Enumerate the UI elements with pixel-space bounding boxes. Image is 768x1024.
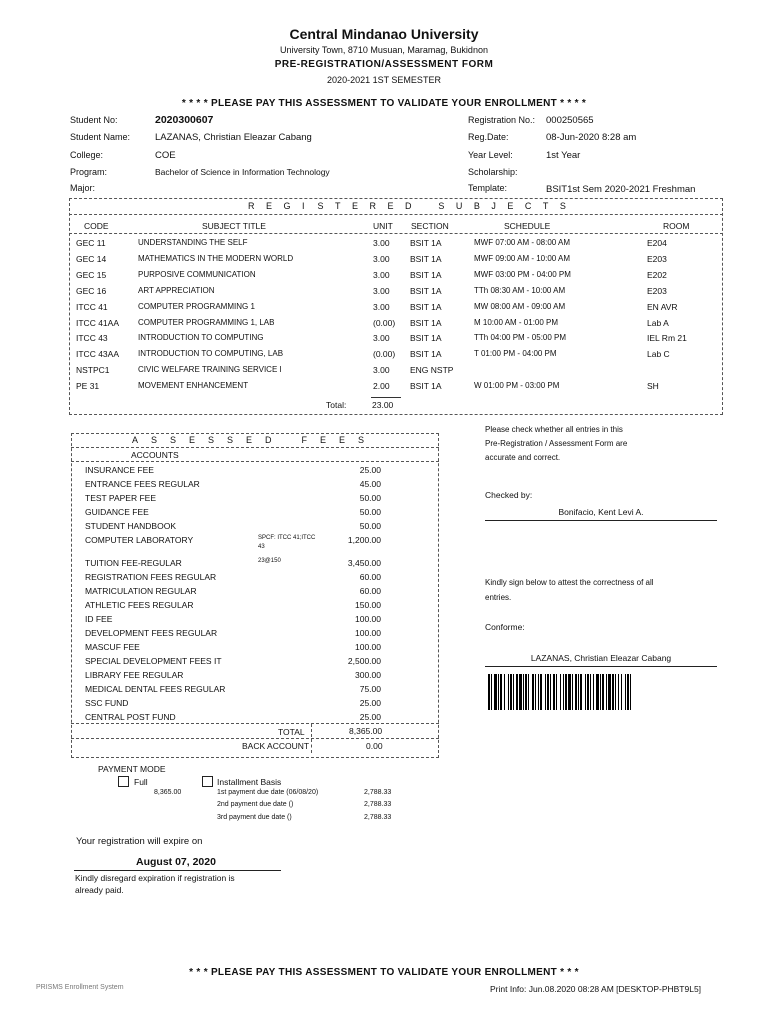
conforme-label: Conforme: — [485, 622, 525, 632]
total-cell-left — [311, 724, 312, 737]
full-payment-checkbox[interactable] — [118, 776, 129, 787]
fee-name: MASCUF FEE — [85, 642, 140, 652]
installment-1-amount: 2,788.33 — [364, 789, 392, 796]
fee-name: STUDENT HANDBOOK — [85, 521, 176, 531]
subject-schedule: TTh 04:00 PM - 05:00 PM — [474, 333, 567, 343]
fee-amount: 1,200.00 — [347, 535, 381, 545]
payment-mode-label: PAYMENT MODE — [98, 764, 166, 774]
fee-name: TUITION FEE-REGULAR — [85, 558, 182, 568]
subject-code: GEC 16 — [76, 285, 107, 296]
subject-room: E202 — [647, 269, 667, 280]
subj-letter: E — [387, 201, 394, 211]
checked-by-name: Bonifacio, Kent Levi A. — [558, 507, 644, 517]
subj-letter: B — [473, 201, 480, 211]
subject-section: BSIT 1A — [410, 381, 442, 392]
fee-letter: S — [357, 435, 364, 445]
fee-amount: 100.00 — [355, 642, 381, 652]
major-label: Major: — [70, 183, 96, 193]
student-name-label: Student Name: — [70, 132, 131, 142]
subject-code: PE 31 — [76, 381, 100, 392]
subject-room: E203 — [647, 253, 667, 264]
fee-amount: 100.00 — [355, 614, 381, 624]
fee-letter: E — [246, 435, 253, 445]
fee-amount: 2,500.00 — [347, 656, 381, 666]
col-header-code: CODE — [84, 221, 109, 231]
subject-title: COMPUTER PROGRAMMING 1 — [138, 301, 255, 311]
subject-unit: 3.00 — [373, 269, 390, 280]
fee-letter: E — [189, 435, 196, 445]
fee-amount: 50.00 — [359, 521, 381, 531]
subject-title: INTRODUCTION TO COMPUTING, LAB — [138, 349, 284, 359]
fee-note: SPCF: ITCC 41;ITCC 43 — [258, 535, 316, 550]
subject-schedule: MWF 09:00 AM - 10:00 AM — [474, 253, 571, 263]
fee-amount: 75.00 — [359, 684, 381, 694]
fee-letter: D — [265, 435, 272, 445]
col-header-title: SUBJECT TITLE — [202, 221, 266, 231]
fee-name: ID FEE — [85, 614, 113, 624]
fee-amount: 25.00 — [359, 465, 381, 475]
program: Bachelor of Science in Information Technology — [155, 167, 330, 177]
subject-section: BSIT 1A — [410, 238, 442, 248]
subject-title: PURPOSIVE COMMUNICATION — [138, 269, 256, 279]
installment-2-label: 2nd payment due date () — [217, 801, 294, 808]
units-total-label: Total: — [326, 400, 347, 410]
fees-total-label: TOTAL — [278, 727, 305, 737]
subject-code: ITCC 41 — [76, 301, 108, 312]
registered-subjects-banner — [248, 201, 566, 211]
subject-unit: 3.00 — [373, 333, 390, 344]
subject-schedule: T 01:00 PM - 04:00 PM — [474, 349, 557, 359]
subject-unit: 3.00 — [373, 365, 390, 376]
barcode — [488, 674, 715, 710]
subject-room: Lab A — [647, 317, 669, 328]
banner-divider — [69, 214, 723, 215]
conforme-rule — [485, 666, 717, 667]
subj-letter — [423, 201, 427, 211]
back-cell-left — [311, 739, 312, 753]
subject-code: ITCC 43 — [76, 333, 108, 344]
subject-schedule: W 01:00 PM - 03:00 PM — [474, 381, 560, 391]
subject-schedule: MWF 07:00 AM - 08:00 AM — [474, 238, 571, 247]
subject-unit: 3.00 — [373, 301, 390, 312]
student-name: LAZANAS, Christian Eleazar Cabang — [155, 132, 312, 143]
subject-room: E203 — [647, 285, 667, 296]
expiry-note-line1: Kindly disregard expiration if registration is — [75, 873, 235, 883]
fee-letter: A — [132, 435, 139, 445]
fee-amount: 25.00 — [359, 698, 381, 708]
fees-total: 8,365.00 — [349, 726, 383, 736]
fee-amount: 50.00 — [359, 507, 381, 517]
units-total: 23.00 — [372, 400, 394, 410]
back-account-label: BACK ACCOUNT — [242, 741, 310, 751]
subj-letter: I — [301, 201, 305, 211]
fee-name: TEST PAPER FEE — [85, 493, 157, 503]
subject-unit: (0.00) — [373, 317, 396, 328]
subject-code: GEC 14 — [76, 253, 107, 264]
fee-name: SSC FUND — [85, 698, 129, 708]
subj-letter: S — [317, 201, 324, 211]
subj-letter: J — [491, 201, 496, 211]
expiry-rule — [74, 870, 281, 871]
subject-title: MATHEMATICS IN THE MODERN WORLD — [138, 253, 294, 263]
subject-schedule: TTh 08:30 AM - 10:00 AM — [474, 285, 566, 295]
installment-1-label: 1st payment due date (06/08/20) — [217, 789, 319, 796]
subj-letter: G — [283, 201, 291, 211]
registration-no-label: Registration No.: — [468, 115, 536, 125]
subject-section: ENG NSTP — [410, 365, 454, 376]
subject-title: ART APPRECIATION — [138, 285, 215, 295]
print-info: Print Info: Jun.08.2020 08:28 AM [DESKTOP-PHBT9L5] — [490, 984, 702, 994]
checked-by-label: Checked by: — [485, 490, 533, 500]
fee-name: DEVELOPMENT FEES REGULAR — [85, 628, 218, 638]
subject-code: ITCC 41AA — [76, 317, 119, 328]
student-no-label: Student No: — [70, 115, 118, 125]
subject-section: BSIT 1A — [410, 349, 442, 360]
reg-date: 08-Jun-2020 8:28 am — [546, 132, 637, 143]
program-label: Program: — [70, 167, 108, 177]
fee-letter — [284, 435, 288, 445]
subject-schedule: MW 08:00 AM - 09:00 AM — [474, 301, 566, 311]
fee-name: GUIDANCE FEE — [85, 507, 149, 517]
subj-letter: S — [559, 201, 566, 211]
full-payment-amount: 8,365.00 — [154, 789, 182, 796]
year-level-label: Year Level: — [468, 150, 513, 160]
year-level: 1st Year — [546, 150, 581, 161]
checked-by-rule — [485, 520, 717, 521]
subject-room: Lab C — [647, 349, 670, 360]
accounts-label: ACCOUNTS — [131, 450, 179, 460]
back-account: 0.00 — [366, 741, 383, 751]
fee-name: MATRICULATION REGULAR — [85, 586, 197, 596]
subject-section: BSIT 1A — [410, 301, 442, 312]
fee-letter: S — [208, 435, 215, 445]
subj-letter: T — [542, 201, 549, 211]
fee-name: CENTRAL POST FUND — [85, 712, 176, 722]
sign-note-line2: entries. — [485, 593, 512, 602]
check-note-line2: Pre-Registration / Assessment Form are — [485, 439, 628, 448]
check-note-line1: Please check whether all entries in this — [485, 425, 623, 434]
fee-note: 23@150 — [258, 558, 281, 564]
subject-title: UNDERSTANDING THE SELF — [138, 238, 248, 247]
subject-section: BSIT 1A — [410, 333, 442, 344]
fee-name: ENTRANCE FEES REGULAR — [85, 479, 200, 489]
system-name: PRISMS Enrollment System — [36, 984, 124, 991]
conforme-name: LAZANAS, Christian Eleazar Cabang — [530, 653, 672, 663]
registration-no: 000250565 — [546, 115, 594, 126]
student-no: 2020300607 — [155, 114, 214, 126]
fee-name: INSURANCE FEE — [85, 465, 154, 475]
fee-amount: 25.00 — [359, 712, 381, 722]
reg-date-label: Reg.Date: — [468, 132, 509, 142]
subject-room: E204 — [647, 238, 667, 248]
fee-amount: 150.00 — [355, 600, 381, 610]
fee-letter: S — [227, 435, 234, 445]
subj-letter: E — [265, 201, 272, 211]
col-header-schedule: SCHEDULE — [504, 221, 551, 231]
installment-checkbox[interactable] — [202, 776, 213, 787]
payment-warning-top: * * * * PLEASE PAY THIS ASSESSMENT TO VALIDATE YOUR ENROLLMENT * * * * — [181, 98, 587, 109]
university-name: Central Mindanao University — [289, 26, 479, 42]
college: COE — [155, 150, 176, 161]
fee-name: MEDICAL DENTAL FEES REGULAR — [85, 684, 226, 694]
payment-warning-bottom: * * * PLEASE PAY THIS ASSESSMENT TO VALIDATE YOUR ENROLLMENT * * * — [189, 967, 579, 978]
subj-letter: T — [334, 201, 341, 211]
scholarship-label: Scholarship: — [468, 167, 518, 177]
subj-letter: R — [369, 201, 376, 211]
subject-title: MOVEMENT ENHANCEMENT — [138, 381, 249, 391]
subject-code: ITCC 43AA — [76, 349, 119, 360]
expiry-note-line2: already paid. — [75, 885, 124, 895]
subject-title: INTRODUCTION TO COMPUTING — [138, 333, 264, 343]
fee-amount: 3,450.00 — [347, 558, 381, 568]
header-divider — [69, 233, 723, 234]
fee-amount: 60.00 — [359, 586, 381, 596]
fee-letter: E — [319, 435, 326, 445]
subject-schedule: MWF 03:00 PM - 04:00 PM — [474, 269, 571, 279]
installment-3-label: 3rd payment due date () — [217, 814, 292, 821]
fee-name: REGISTRATION FEES REGULAR — [85, 572, 217, 582]
subject-room: IEL Rm 21 — [647, 333, 687, 344]
col-header-section: SECTION — [411, 221, 449, 231]
assessed-fees-banner — [132, 435, 364, 445]
expiry-date: August 07, 2020 — [136, 856, 216, 868]
subject-room: EN AVR — [647, 301, 678, 312]
installment-3-amount: 2,788.33 — [364, 814, 392, 821]
fee-letter: S — [170, 435, 177, 445]
fee-letter: E — [338, 435, 345, 445]
fees-banner-divider — [71, 447, 439, 448]
fee-name: COMPUTER LABORATORY — [85, 535, 194, 545]
subj-letter: E — [507, 201, 514, 211]
subject-unit: 3.00 — [373, 285, 390, 296]
subj-letter: S — [438, 201, 445, 211]
template-label: Template: — [468, 183, 508, 193]
college-label: College: — [70, 150, 104, 160]
fee-amount: 60.00 — [359, 572, 381, 582]
subj-letter: C — [524, 201, 532, 211]
subject-title: CIVIC WELFARE TRAINING SERVICE I — [138, 365, 282, 375]
university-address: University Town, 8710 Musuan, Maramag, Bukidnon — [280, 45, 488, 55]
col-header-unit: UNIT — [373, 221, 393, 231]
subject-section: BSIT 1A — [410, 253, 442, 264]
expiry-intro: Your registration will expire on — [76, 836, 203, 847]
fee-amount: 45.00 — [359, 479, 381, 489]
fee-amount: 300.00 — [355, 670, 381, 680]
full-payment-label: Full — [134, 777, 148, 787]
check-note-line3: accurate and correct. — [485, 453, 561, 462]
fee-amount: 50.00 — [359, 493, 381, 503]
subject-unit: 3.00 — [373, 238, 390, 248]
subj-letter: U — [455, 201, 463, 211]
template: BSIT1st Sem 2020-2021 Freshman — [546, 184, 696, 195]
fee-name: ATHLETIC FEES REGULAR — [85, 600, 194, 610]
subject-section: BSIT 1A — [410, 285, 442, 296]
col-header-room: ROOM — [663, 221, 690, 231]
subject-unit: 3.00 — [373, 253, 390, 264]
fee-letter: S — [151, 435, 158, 445]
fee-amount: 100.00 — [355, 628, 381, 638]
subject-schedule: M 10:00 AM - 01:00 PM — [474, 317, 559, 327]
subject-code: GEC 15 — [76, 269, 107, 280]
subj-letter: E — [351, 201, 358, 211]
installment-label: Installment Basis — [217, 777, 282, 787]
fee-name: LIBRARY FEE REGULAR — [85, 670, 184, 680]
subject-section: BSIT 1A — [410, 269, 442, 280]
fee-letter: F — [301, 435, 307, 445]
sign-note-line1: Kindly sign below to attest the correctness of all — [485, 578, 654, 587]
accounts-divider — [71, 461, 439, 462]
fees-total-divider — [71, 723, 439, 724]
back-account-divider — [71, 738, 439, 739]
semester: 2020-2021 1ST SEMESTER — [327, 75, 441, 85]
subject-section: BSIT 1A — [410, 317, 442, 328]
subj-letter: D — [404, 201, 412, 211]
subject-code: GEC 11 — [76, 238, 106, 248]
barcode-bar — [631, 674, 633, 710]
total-rule — [371, 397, 401, 398]
form-title: PRE-REGISTRATION/ASSESSMENT FORM — [274, 59, 494, 70]
subj-letter: R — [248, 201, 255, 211]
subject-unit: (0.00) — [373, 349, 396, 360]
subject-code: NSTPC1 — [76, 365, 110, 376]
installment-2-amount: 2,788.33 — [364, 801, 392, 808]
subject-unit: 2.00 — [373, 381, 390, 392]
fee-name: SPECIAL DEVELOPMENT FEES IT — [85, 656, 222, 666]
subject-room: SH — [647, 381, 659, 392]
subject-title: COMPUTER PROGRAMMING 1, LAB — [138, 317, 275, 327]
